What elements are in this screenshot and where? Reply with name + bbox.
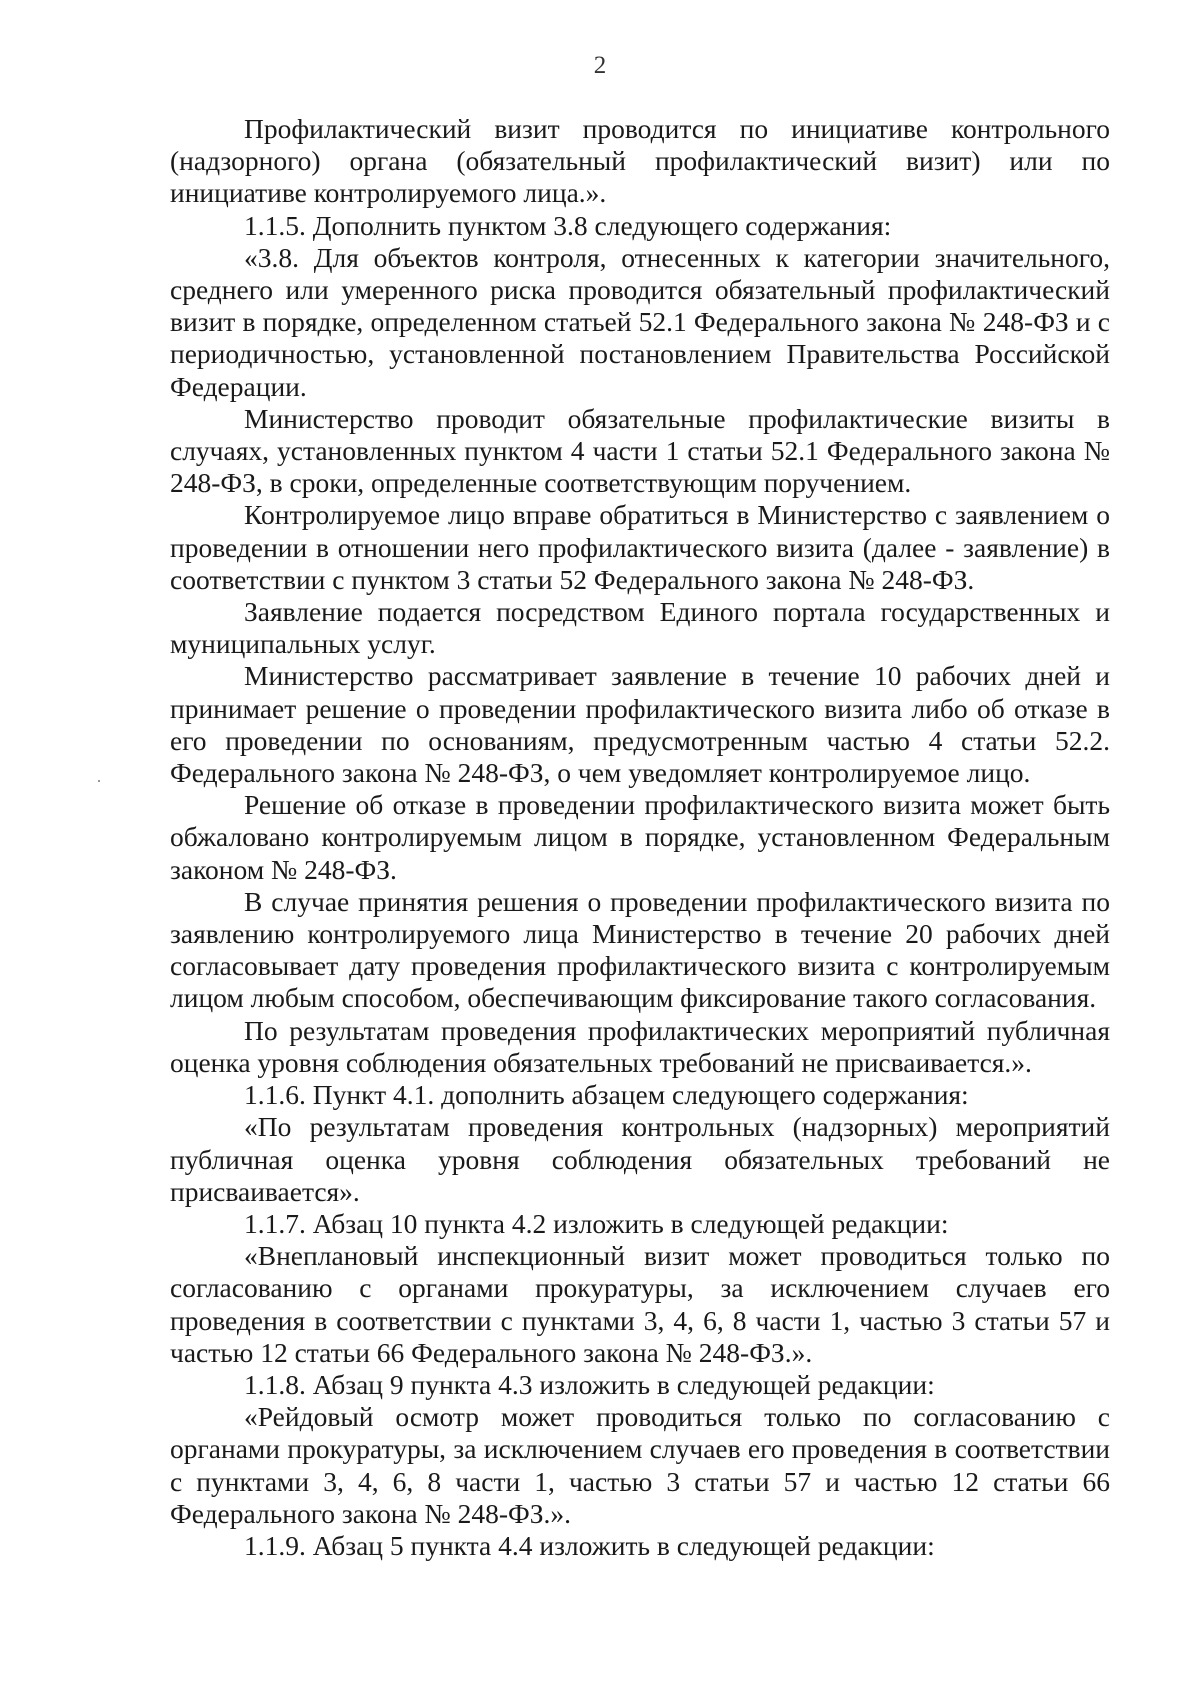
paragraph-1-1-5: 1.1.5. Дополнить пунктом 3.8 следующего содержания: bbox=[244, 209, 892, 241]
paragraph-mandatory-visits: Министерство проводит обязательные профилактические визиты в случаях, установленных пунктом 4 части 1 статьи 52.1 Федерального закона № 248-ФЗ, в сроки, определенные соответствующим поручением. bbox=[170, 402, 1110, 499]
paragraph-unscheduled-visit: «Внеплановый инспекционный визит может проводиться только по согласованию с органами прокуратуры, за исключением случаев его проведения в соответствии с пунктами 3, 4, 6, 8 части 1, частью 3 статьи 57 и частью 12 статьи 66 Федерального закона № 248-ФЗ.». bbox=[170, 1240, 1110, 1368]
paragraph-no-public-rating: По результатам проведения профилактических мероприятий публичная оценка уровня соблюдения обязательных требований не присваивается.». bbox=[170, 1014, 1110, 1078]
scan-speck bbox=[98, 780, 100, 782]
paragraph-raid-inspection: «Рейдовый осмотр может проводиться только по согласованию с органами прокуратуры, за исключением случаев его проведения в соответствии с пунктами 3, 4, 6, 8 части 1, частью 3 статьи 57 и частью 12 статьи 66 Федерального закона № 248-ФЗ.». bbox=[170, 1401, 1110, 1529]
paragraph-1-1-9: 1.1.9. Абзац 5 пункта 4.4 изложить в следующей редакции: bbox=[244, 1529, 935, 1561]
paragraph-1-1-7: 1.1.7. Абзац 10 пункта 4.2 изложить в следующей редакции: bbox=[244, 1207, 949, 1239]
paragraph-application-right: Контролируемое лицо вправе обратиться в Министерство с заявлением о проведении в отношении него профилактического визита (далее - заявление) в соответствии с пунктом 3 статьи 52 Федерального закона № 248-ФЗ. bbox=[170, 499, 1110, 595]
paragraph-visit-date: В случае принятия решения о проведении профилактического визита по заявлению контролируемого лица Министерство в течение 20 рабочих дней согласовывает дату проведения профилактического визита с контролируемым лицом любым способом, обеспечивающим фиксирование такого согласования. bbox=[170, 885, 1110, 1014]
paragraph-refusal-appeal: Решение об отказе в проведении профилактического визита может быть обжаловано контролируемым лицом в порядке, установленном Федеральным законом № 248-ФЗ. bbox=[170, 789, 1110, 885]
paragraph-4-1-addition: «По результатам проведения контрольных (надзорных) мероприятий публичная оценка уровня соблюдения обязательных требований не присваивается». bbox=[170, 1111, 1110, 1207]
document-body bbox=[170, 113, 1110, 1562]
paragraph-application-portal: Заявление подается посредством Единого портала государственных и муниципальных услуг. bbox=[170, 596, 1110, 660]
paragraph-application-review: Министерство рассматривает заявление в течение 10 рабочих дней и принимает решение о проведении профилактического визита либо об отказе в его проведении по основаниям, предусмотренным частью 4 статьи 52.2. Федерального закона № 248-ФЗ, о чем уведомляет контролируемое лицо. bbox=[170, 660, 1110, 789]
paragraph-visit-initiative: Профилактический визит проводится по инициативе контрольного (надзорного) органа (обязательный профилактический визит) или по инициативе контролируемого лица.». bbox=[170, 113, 1110, 209]
paragraph-1-1-8: 1.1.8. Абзац 9 пункта 4.3 изложить в следующей редакции: bbox=[244, 1368, 935, 1400]
paragraph-1-1-6: 1.1.6. Пункт 4.1. дополнить абзацем следующего содержания: bbox=[244, 1079, 969, 1111]
page-number: 2 bbox=[593, 52, 607, 79]
paragraph-3-8: «3.8. Для объектов контроля, отнесенных к категории значительного, среднего или умеренного риска проводится обязательный профилактический визит в порядке, определенном статьей 52.1 Федерального закона № 248-ФЗ и с периодичностью, установленной постановлением Правительства Российской Федерации. bbox=[170, 241, 1110, 402]
